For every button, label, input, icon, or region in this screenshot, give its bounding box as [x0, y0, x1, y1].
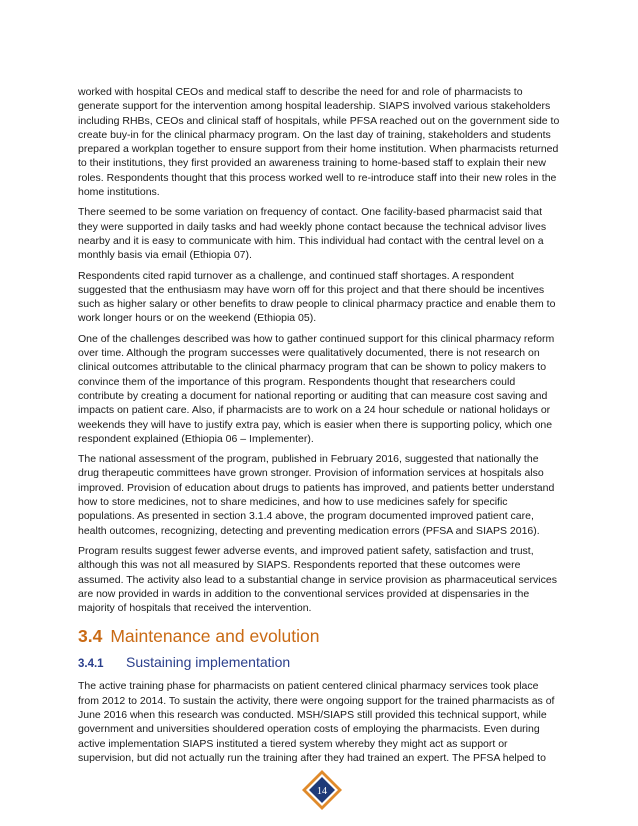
body-paragraph: There seemed to be some variation on frequency of contact. One facility-based pharmacist said that they were supported in daily tasks and had weekly phone contact because the technical advisor lives nearby and it is easy to communicate with him. This individual had contact with the central level on a monthly basis via email (Ethiopia 07). — [78, 206, 547, 262]
subsection-number: 3.4.1 — [78, 658, 104, 671]
page-number-badge — [300, 768, 344, 812]
section-title: Maintenance and evolution — [110, 626, 320, 647]
section-heading — [78, 625, 562, 647]
body-paragraph: The active training phase for pharmacists on patient centered clinical pharmacy services took place from 2012 to 2014. To sustain the activity, there were ongoing support for the trained pharmacists as of June 2016 when this research was conducted. MSH/SIAPS still provided this technical support, while government and universities shouldered operation costs of employing the pharmacists. Even during active implementation SIAPS instituted a tiered system whereby they might act as support or supervision, but did not actually run the training after they had trained an expert. The PFSA helped to — [78, 680, 555, 764]
subsection-heading — [78, 653, 562, 673]
subsection-title: Sustaining implementation — [126, 654, 291, 671]
body-paragraph: Respondents cited rapid turnover as a challenge, and continued staff shortages. A respondent suggested that the enthusiasm may have worn off for this project and that there should be incentives such as higher salary or other benefits to draw people to clinical pharmacy practice and enable them to work longer hours or on the weekend (Ethiopia 05). — [78, 269, 556, 325]
body-paragraph: Program results suggest fewer adverse events, and improved patient safety, satisfaction and trust, although this was not all measured by SIAPS. Respondents reported that these outcomes were assumed. The activity also lead to a substantial change in service provision as pharmaceutical services are now provided in wards in addition to the conventional services provided at dispensaries in the majority of hospitals that received the intervention. — [78, 544, 557, 615]
body-paragraph: worked with hospital CEOs and medical staff to describe the need for and role of pharmacists to generate support for the intervention among hospital leadership. SIAPS involved various stakeholders including RHBs, CEOs and clinical staff of hospitals, while PFSA reached out on the government side to create buy-in for the clinical pharmacy program. On the last day of training, stakeholders and students prepared a workplan together to ensure support from their home institution. When pharmacists returned to their institutions, they first provided an awareness training to home-based staff to explain their new roles. Respondents thought that this process worked well to re-introduce staff into their new roles in the home institutions. — [78, 86, 560, 199]
page-body — [78, 85, 562, 771]
page-number: 14 — [317, 786, 327, 797]
body-paragraph: One of the challenges described was how to gather continued support for this clinical pharmacy reform over time. Although the program successes were qualitatively documented, there is not research on clinical outcomes attributable to the clinical pharmacy program that can be shown to policy makers to convince them of the importance of this program. Respondents thought that researchers could contribute by creating a document for national reporting or auditing that can measure cost saving and impacts on patient care. Also, if pharmacists are to work on a 24 hour schedule or national holidays or weekends they will have to justify extra pay, which is easier when there is supporting policy, which one respondent explained (Ethiopia 06 – Implementer). — [78, 332, 555, 445]
section-number: 3.4 — [78, 626, 103, 647]
body-paragraph: The national assessment of the program, published in February 2016, suggested that nationally the drug therapeutic committees have grown stronger. Provision of information services at hospitals also improved. Provision of education about drugs to patients has improved, and patients better understand how to store medicines, not to share medicines, and how to use medicines safely for specific populations. As presented in section 3.1.4 above, the program documented improved patient care, health outcomes, recognizing, detecting and preventing medication errors (PFSA and SIAPS 2016). — [78, 453, 555, 537]
page-badge-diamond-icon — [300, 768, 344, 812]
